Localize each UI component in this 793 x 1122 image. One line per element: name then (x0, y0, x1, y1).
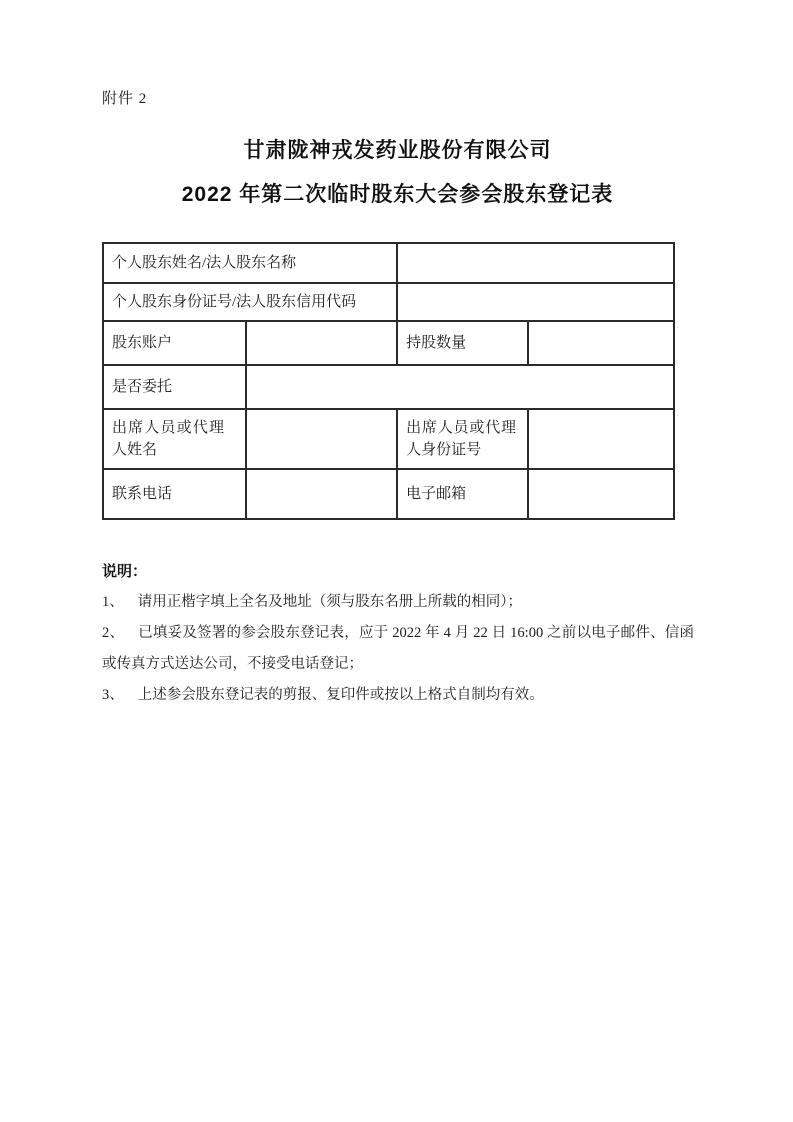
field-contact-phone-value (246, 469, 397, 519)
notes-section (102, 556, 694, 711)
field-shareholder-account-value (246, 321, 397, 365)
table-row (103, 321, 674, 365)
field-shares-held-value (528, 321, 674, 365)
note-number: 1、 (102, 594, 124, 610)
note-text: 上述参会股东登记表的剪报、复印件或按以上格式自制均有效。 (137, 687, 544, 703)
field-id-number-value (397, 283, 674, 321)
attachment-label: 附件 2 (102, 91, 148, 107)
note-item-2 (102, 618, 694, 680)
field-shareholder-name-label: 个人股东姓名/法人股东名称 (103, 243, 397, 283)
note-text: 请用正楷字填上全名及地址（须与股东名册上所载的相同）； (137, 594, 522, 610)
note-text: 已填妥及签署的参会股东登记表，应于 2022 年 4 月 22 日 16:00 之前以电子邮件、信函或传真方式送达公司，不接受电话登记； (102, 625, 694, 672)
field-shares-held-label: 持股数量 (397, 321, 528, 365)
field-proxy-or-not-label: 是否委托 (103, 365, 246, 409)
table-row (103, 409, 674, 469)
table-row (103, 365, 674, 409)
field-proxy-or-not-value (246, 365, 674, 409)
field-contact-phone-label: 联系电话 (103, 469, 246, 519)
table-row (103, 243, 674, 283)
field-id-number-label: 个人股东身份证号/法人股东信用代码 (103, 283, 397, 321)
document-title: 2022 年第二次临时股东大会参会股东登记表 (181, 183, 614, 206)
note-item-3 (102, 680, 694, 711)
field-attendee-id-value (528, 409, 674, 469)
shareholder-registration-table (102, 242, 675, 520)
note-number: 2、 (102, 625, 125, 641)
field-attendee-name-label: 出席人员或代理人姓名 (103, 409, 246, 469)
field-attendee-name-value (246, 409, 397, 469)
note-item-1 (102, 587, 694, 618)
table-row (103, 469, 674, 519)
field-shareholder-account-label: 股东账户 (103, 321, 246, 365)
field-email-label: 电子邮箱 (397, 469, 528, 519)
note-number: 3、 (102, 687, 124, 703)
field-shareholder-name-value (397, 243, 674, 283)
notes-heading: 说明： (102, 563, 148, 580)
company-title: 甘肃陇神戎发药业股份有限公司 (243, 139, 552, 162)
field-attendee-id-label: 出席人员或代理人身份证号 (397, 409, 528, 469)
table-row (103, 283, 674, 321)
field-email-value (528, 469, 674, 519)
